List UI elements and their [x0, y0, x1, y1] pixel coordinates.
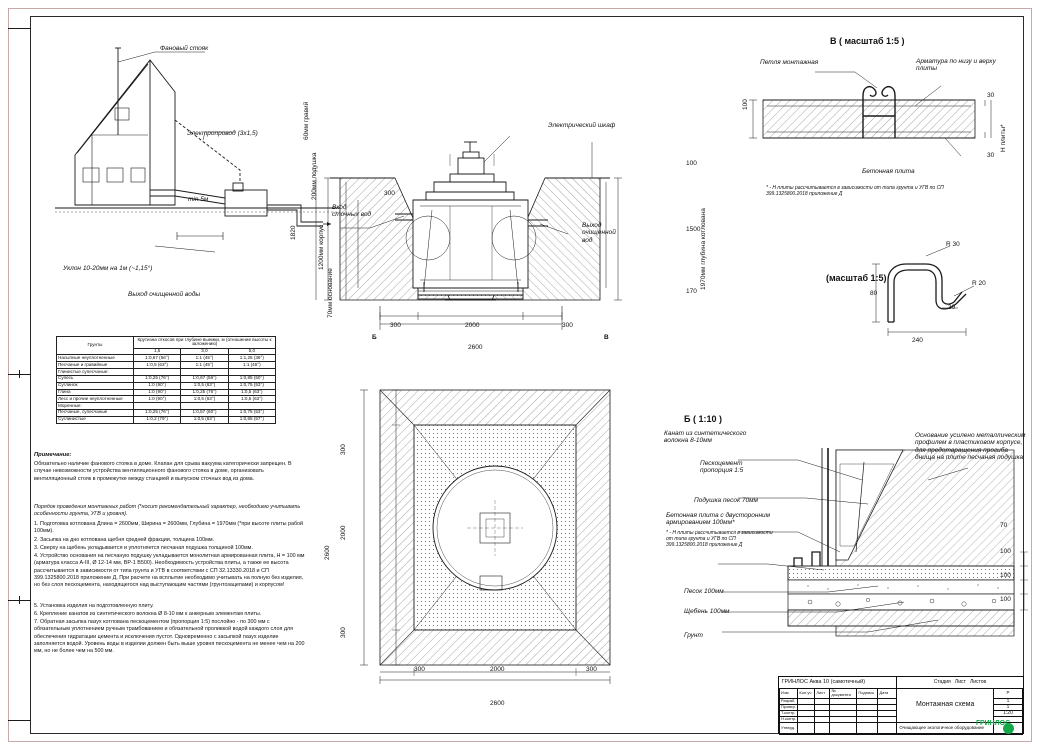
stage-label: Стадия	[933, 678, 951, 685]
section-dim-top300: 300	[384, 190, 395, 197]
section-dim-body: 1200мм корпус	[318, 224, 325, 270]
detail-b-label-gravel: Щебень 100мм	[684, 608, 730, 615]
stamp-col-list: Лист	[815, 689, 830, 699]
table-row	[57, 389, 276, 396]
soil-row-9-name: Суглинистые	[57, 416, 134, 423]
plan-dim-left-2000: 2000	[340, 525, 347, 540]
table-row	[57, 416, 276, 423]
detail-v-dim-100: 100	[742, 99, 749, 110]
section-dim-170: 170	[686, 288, 697, 295]
table-row	[57, 369, 276, 376]
soil-row-3-c3: 1:0,85 (50°)	[228, 375, 275, 382]
detail-b-label-rope: Канат из синтетического волокна 8-10мм	[664, 430, 747, 445]
section-label-outlet: Выход очищенной вод	[582, 222, 616, 244]
fold-mark-top	[8, 28, 31, 29]
table-row	[57, 375, 276, 382]
procedure-item-2: 2. Засыпка на дно котлована щебня средней фракции, толщина 100мм.	[34, 537, 215, 543]
plan-dim-left-2600: 2600	[324, 545, 331, 560]
drawing-title: Монтажная схема	[897, 689, 994, 723]
sheet-label: Лист	[954, 678, 966, 685]
detail-b-label-sandcement: Пескоцемент пропорция 1:5	[700, 460, 744, 475]
house-label-min5m: min 5м	[188, 196, 209, 203]
table-row	[57, 403, 276, 410]
soil-row-3-name: Супесь	[57, 375, 134, 382]
procedure-item-7: 7. Обратная засыпка пазух котлована пескоцементом (пропорция 1:5) послойно - по 300 мм с обязательным уплотнением ручным трамбованием и обязательной проливкой водой каждого слоя для обеспечения гидратации цемента и исключения пустот. Одновременно с засыпкой пазух изделие заполняется водой. Уровень воды в изделии должен быть выше уровня пескоцемента не менее чем на 200 мм, но не более чем на 500 мм.	[34, 619, 306, 655]
section-dim-1820: 1820	[290, 225, 297, 240]
footer-brand: Очищающее экологичное оборудование	[897, 722, 994, 734]
soil-row-8-name: Песчаные, супесчаные	[57, 409, 134, 416]
detail-profile-30: 30	[948, 304, 956, 311]
section-dim-b300: 300	[390, 322, 401, 329]
detail-b-note: * - Н плиты рассчитывается в зависимости от типа грунта и УГВ по СП 399.1325800.2018 приложение Д	[666, 530, 773, 548]
section-label-cabinet: Электрический шкаф	[548, 122, 616, 129]
soil-row-4-c2: 1:0,5 (63°)	[181, 382, 228, 389]
procedure-item-5: 5. Установка изделия на подготовленную плиту.	[34, 603, 154, 609]
plan-dim-bottom-2600: 2600	[490, 700, 505, 707]
section-dim-1500: 1500	[686, 226, 701, 233]
soil-row-4-name: Суглинок	[57, 382, 134, 389]
section-dim-b2000: 2000	[465, 322, 480, 329]
fold-mark-bottom	[8, 720, 31, 721]
logo-text: ГРИНЛОС	[976, 720, 1011, 727]
section-dim-b2600: 2600	[468, 344, 483, 351]
table-row	[57, 362, 276, 369]
stamp-value-sheets: 1	[994, 704, 1023, 710]
house-label-outlet: Выход очищенной воды	[128, 291, 201, 298]
stamp-row-prover: Провер.	[781, 703, 796, 709]
detail-b-dim-100c: 100	[1000, 596, 1011, 603]
soil-table-title: Грунты	[57, 337, 134, 355]
detail-b-label-reinforced-base: Основание усилено металлическим профилем в пластиковом корпусе, для предотвращения прогиба днища на плите песчаная подушка	[915, 432, 1026, 462]
detail-b-dim-100b: 100	[1000, 572, 1011, 579]
soil-row-5-name: Глина	[57, 389, 134, 396]
section-dim-cushion: 200мм подушка	[311, 152, 318, 200]
soil-row-0-c3: 1:1,25 (39°)	[228, 355, 275, 362]
soil-row-9-c3: 1:0,65 (57°)	[228, 416, 275, 423]
detail-profile-r20: R 20	[972, 280, 986, 287]
section-dim-base: 70мм основание	[327, 268, 334, 318]
soil-row-4-c1: 1:0 (90°)	[134, 382, 181, 389]
section-view	[300, 110, 700, 340]
soil-row-8-c2: 1:0,57 (60°)	[181, 409, 228, 416]
stamp-row-tkontr: Т.контр.	[780, 710, 798, 717]
soil-row-1-c2: 1:1 (45°)	[181, 362, 228, 369]
detail-v-label-slab: Бетонная плита	[862, 168, 915, 175]
detail-profile-80: 80	[870, 290, 878, 297]
soil-row-2-c1	[134, 369, 181, 376]
soil-table-col-1: 1,5	[134, 348, 181, 355]
detail-v-label-loop: Петля монтажная	[760, 59, 819, 66]
stamp-col-doc: № документа	[830, 689, 857, 699]
soil-row-0-c1: 1:0,67 (56°)	[134, 355, 181, 362]
scale-value: 1:20	[994, 710, 1023, 717]
stamp-value-sheet: 1	[994, 698, 1023, 704]
plan-view	[352, 380, 652, 690]
house-label-slope: Уклон 10-20мм на 1м (~1,15°)	[63, 265, 153, 272]
title-block-product: ГРИНЛОС Аква 10 (самотечный)	[780, 677, 897, 689]
house-label-vent: Фановый стояк	[160, 45, 209, 52]
table-row	[57, 396, 276, 403]
fold-mark-sub	[8, 600, 31, 601]
section-marker-v: В	[604, 334, 609, 341]
soil-row-6-c3: 1:0,5 (63°)	[228, 396, 275, 403]
soil-row-6-c2: 1:0,5 (63°)	[181, 396, 228, 403]
table-row	[57, 409, 276, 416]
stamp-col-izm: Изм.	[780, 689, 798, 699]
detail-b-label-slab: Бетонная плита с двусторонним армированием 100мм*	[666, 512, 771, 527]
stamp-col-date: Дата	[878, 689, 897, 699]
procedure-item-6: 6. Крепление канатов из синтетического волокна Ø 8-10 мм к анкерным элементам плиты.	[34, 611, 262, 617]
detail-v-dim-h: Н плиты*	[1000, 124, 1007, 152]
detail-b-dim-100a: 100	[1000, 548, 1011, 555]
soil-row-1-c1: 1:0,5 (63°)	[134, 362, 181, 369]
detail-profile-240: 240	[912, 337, 923, 344]
soil-row-7-c3	[228, 403, 275, 410]
title-block-stage-headers	[897, 677, 1023, 689]
sheets-label: Листов	[969, 678, 987, 685]
detail-v-label-rebar: Арматура по низу и верху плиты	[916, 58, 996, 73]
soil-row-2-c3	[228, 369, 275, 376]
detail-profile-r30: R 30	[946, 241, 960, 248]
soil-row-1-c3: 1:1 (45°)	[228, 362, 275, 369]
house-label-cable: Электропровод (3х1,5)	[187, 130, 258, 137]
notes-title: Примечание:	[34, 452, 72, 458]
soil-row-7-name: Моренные:	[57, 403, 134, 410]
section-marker-b: Б	[372, 334, 377, 341]
soil-table-col-2: 3,0	[181, 348, 228, 355]
detail-v-dim-30b: 30	[987, 152, 995, 159]
soil-row-3-c2: 1:0,67 (56°)	[181, 375, 228, 382]
soil-row-5-c1: 1:0 (90°)	[134, 389, 181, 396]
detail-b-title: Б ( 1:10 )	[684, 414, 722, 424]
soil-row-6-name: Лесс и прочие неуплотненные	[57, 396, 134, 403]
section-dim-gravel: 60мм гравий	[303, 101, 310, 140]
soil-row-2-c2	[181, 369, 228, 376]
procedure-title: Порядок проведения монтажных работ (*носит рекомендательный характер, необходимо учитывать особенности грунта, УГВ и уровня).	[34, 504, 302, 518]
plan-dim-bottom-300r: 300	[586, 666, 597, 673]
stamp-row-razrab: Разраб.	[780, 698, 798, 704]
detail-b-label-cushion: Подушка песок 70мм	[694, 497, 758, 504]
procedure-item-4: 4. Устройство основания на песчаную подушку укладывается монолитная армированная плита, Н = 100 мм (арматура класса А-III, Ø 12-14 мм, ВР-1 В500). Необходимость устройства плиты, а также ее высота рассчитывается в зависимости от типа грунта и УГВ в соответствии с СП 32.13330.2018 и СП 399.1325800.2018 приложение Д. При расчете на всплытие необходимо учитывать на полную без изделия, но без слоя пескоцемента, находящегося над выступающим частями (грунтозацепами) и корпусом!	[34, 553, 306, 589]
soil-row-7-c1	[134, 403, 181, 410]
plan-dim-left-300t: 300	[340, 444, 347, 455]
soil-row-6-c1: 1:0 (90°)	[134, 396, 181, 403]
plan-dim-left-300b: 300	[340, 627, 347, 638]
detail-scale15-title: (масштаб 1:5)	[826, 273, 887, 283]
table-row	[57, 382, 276, 389]
section-dim-b300r: 300	[562, 322, 573, 329]
soil-row-9-c1: 1:0,2 (79°)	[134, 416, 181, 423]
detail-v-note: * - Н плиты рассчитывается в зависимости от типа грунта и УГВ по СП 399.1325800.2018 приложение Д	[766, 185, 944, 197]
soil-table-col-3: 5,0	[228, 348, 275, 355]
detail-v-title: В ( масштаб 1:5 )	[830, 36, 905, 46]
detail-b-label-sand: Песок 100мм	[684, 588, 724, 595]
soil-row-0-name: Насыпные неуплотненные	[57, 355, 134, 362]
stamp-value-stage: Р	[994, 689, 1023, 699]
soil-row-8-c1: 1:0,25 (76°)	[134, 409, 181, 416]
section-dim-depth: 1970мм глубина котлована	[700, 208, 707, 290]
soil-table	[56, 336, 276, 424]
notes-body: Обязательно наличие фанового стояка в доме. Клапан для срыва вакуума категорически запрещен. В случае невозможности устройства вентиляционного фанового стояка в доме, организовать вентиляционный стояк в промежутке между станцией и выпуском сточных вод из дома.	[34, 461, 294, 482]
soil-row-3-c1: 1:0,25 (76°)	[134, 375, 181, 382]
section-label-inlet: Вход сточных вод	[332, 204, 372, 219]
procedure-item-1: 1. Подготовка котлована Длина = 2600мм, Ширина = 2600мм, Глубина = 1970мм (*при высоте плиты рабой 100мм).	[34, 521, 305, 535]
plan-dim-bottom-2000: 2000	[490, 666, 505, 673]
soil-row-2-name: Глинистые супесчаные:	[57, 369, 134, 376]
procedure-item-3: 3. Сверху на щебень укладывается и уплотняется песчаная подушка толщиной 100мм.	[34, 545, 253, 551]
soil-row-9-c2: 1:0,5 (63°)	[181, 416, 228, 423]
soil-row-8-c3: 1:0,75 (53°)	[228, 409, 275, 416]
detail-b-label-soil: Грунт	[684, 632, 703, 639]
soil-row-0-c2: 1:1 (45°)	[181, 355, 228, 362]
section-dim-100: 100	[686, 160, 697, 167]
table-row	[57, 355, 276, 362]
soil-row-1-name: Песчаные и гравийные	[57, 362, 134, 369]
soil-row-5-c3: 1:0,5 (63°)	[228, 389, 275, 396]
soil-row-4-c3: 1:0,75 (53°)	[228, 382, 275, 389]
detail-profile-view	[866, 240, 1038, 350]
stamp-col-koluch: Кол.уч	[798, 689, 815, 699]
plan-dim-bottom-300l: 300	[414, 666, 425, 673]
detail-b-dim-70: 70	[1000, 522, 1008, 529]
stamp-row-utverd: Утверд.	[780, 722, 798, 734]
detail-v-dim-30t: 30	[987, 92, 995, 99]
stamp-row-nkontr: Н.контр.	[781, 716, 797, 722]
fold-mark-vert-1	[19, 370, 20, 378]
soil-row-7-c2	[181, 403, 228, 410]
soil-row-5-c2: 1:0,25 (76°)	[181, 389, 228, 396]
soil-table-colgroup: Крутизна откосов при глубине выемки, м (отношение высоты к заложению)	[134, 337, 276, 349]
stamp-col-sign: Подпись	[857, 689, 878, 699]
